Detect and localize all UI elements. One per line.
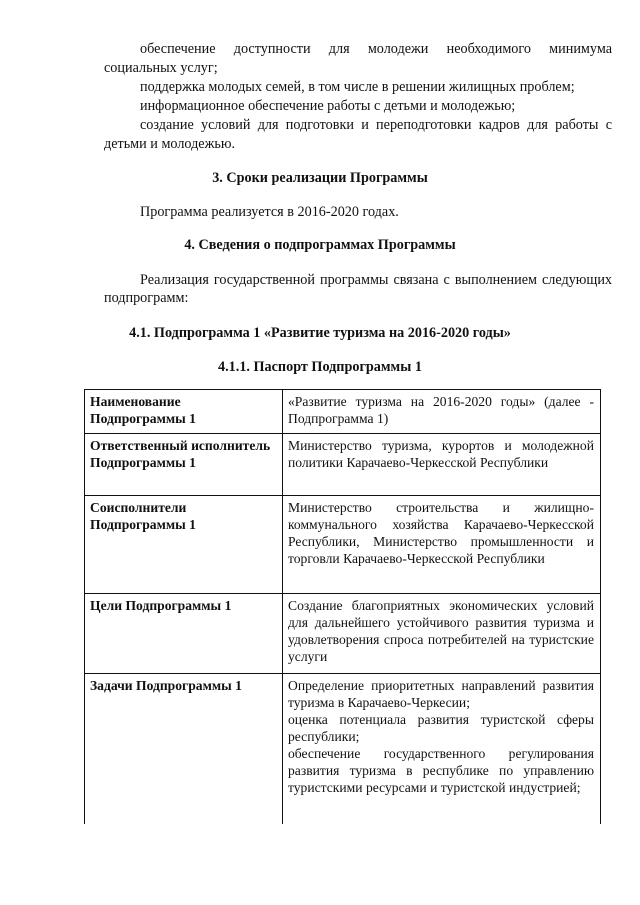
task-line: оценка потенциала развития туристской сферы республики; bbox=[288, 712, 594, 744]
intro-item: поддержка молодых семей, в том числе в решении жилищных проблем; bbox=[140, 79, 575, 95]
table-row bbox=[85, 390, 601, 434]
row-label: Наименование Подпрограммы 1 bbox=[85, 390, 283, 434]
row-value: «Развитие туризма на 2016-2020 годы» (далее - Подпрограмма 1) bbox=[283, 390, 601, 434]
row-value: Министерство туризма, курортов и молодежной политики Карачаево-Черкесской Республики bbox=[283, 434, 601, 496]
intro-item: создание условий для подготовки и переподготовки кадров для работы с детьми и молодежью. bbox=[104, 117, 612, 152]
row-label: Ответственный исполнитель Подпрограммы 1 bbox=[85, 434, 283, 496]
intro-item: обеспечение доступности для молодежи необходимого минимума социальных услуг; bbox=[104, 41, 612, 76]
subprogram-heading: 4.1. Подпрограмма 1 «Развитие туризма на 2016-2020 годы» bbox=[129, 325, 511, 341]
row-value: Создание благоприятных экономических условий для дальнейшего устойчивого развития туризма и удовлетворения спроса потребителей на туристские услуги bbox=[283, 594, 601, 674]
task-line: Определение приоритетных направлений развития туризма в Карачаево-Черкесии; bbox=[288, 678, 594, 710]
passport-heading: 4.1.1. Паспорт Подпрограммы 1 bbox=[218, 359, 422, 375]
row-label: Задачи Подпрограммы 1 bbox=[85, 674, 283, 824]
table-row bbox=[85, 674, 601, 824]
row-value bbox=[283, 674, 601, 824]
intro-item: информационное обеспечение работы с детьми и молодежью; bbox=[140, 98, 516, 114]
table-row bbox=[85, 496, 601, 594]
intro-list bbox=[104, 40, 612, 154]
table-row bbox=[85, 434, 601, 496]
row-value: Министерство строительства и жилищно-коммунального хозяйства Карачаево-Черкесской Республики, Министерство промышленности и торговли Карачаево-Черкесской Республики bbox=[283, 496, 601, 594]
section-4-heading: 4. Сведения о подпрограммах Программы bbox=[184, 237, 456, 253]
table-row bbox=[85, 594, 601, 674]
section-3-heading: 3. Сроки реализации Программы bbox=[212, 170, 428, 186]
task-line: обеспечение государственного регулирования развития туризма в республике по управлению туристскими ресурсами и туристской индустрией; bbox=[288, 746, 594, 795]
row-label: Соисполнители Подпрограммы 1 bbox=[85, 496, 283, 594]
section-4-text: Реализация государственной программы связана с выполнением следующих подпрограмм: bbox=[104, 272, 612, 306]
section-3-text: Программа реализуется в 2016-2020 годах. bbox=[140, 204, 399, 220]
passport-table bbox=[84, 389, 601, 824]
row-label: Цели Подпрограммы 1 bbox=[85, 594, 283, 674]
